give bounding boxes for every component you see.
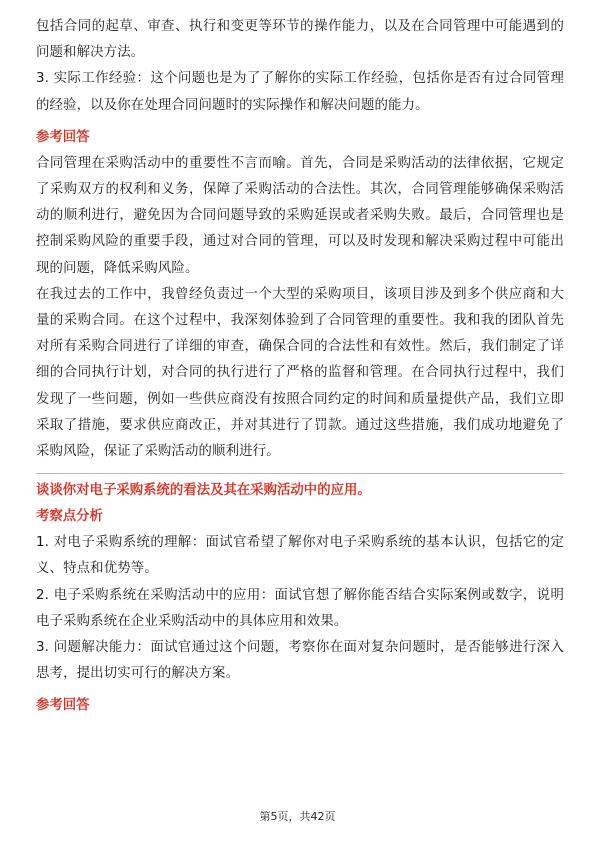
section-divider: [36, 473, 564, 474]
analysis-heading: 考察点分析: [36, 509, 103, 525]
page-number: 第5页，共42页: [259, 810, 336, 823]
question-heading: 谈谈你对电子采购系统的看法及其在采购活动中的应用。: [36, 483, 371, 499]
analysis-point-3b: 3. 问题解决能力：面试官通过这个问题，考察你在面对复杂问题时，是否能够进行深入思考，提出切实可行的解决方案。: [36, 640, 564, 682]
analysis-point-2: 2. 电子采购系统在采购活动中的应用：面试官想了解你能否结合实际案例或数字，说明电子采购系统在企业采购活动中的具体应用和效果。: [36, 587, 564, 629]
analysis-point-1: 1. 对电子采购系统的理解：面试官希望了解你对电子采购系统的基本认识，包括它的定义、特点和优势等。: [36, 535, 564, 577]
analysis-point-3: 3. 实际工作经验：这个问题也是为了了解你的实际工作经验，包括你是否有过合同管理的经验，以及你在处理合同问题时的实际操作和解决问题的能力。: [36, 71, 564, 113]
reference-answer-heading: 参考回答: [36, 129, 90, 145]
page-content: [36, 14, 564, 719]
answer-paragraph-2: 在我过去的工作中，我曾经负责过一个大型的采购项目，该项目涉及到多个供应商和大量的采购合同。在这个过程中，我深刻体验到了合同管理的重要性。我和我的团队首先对所有采购合同进行了详细的审查，确保合同的合法性和有效性。然后，我们制定了详细的合同执行计划，对合同的执行进行了严格的监督和管理。在合同执行过程中，我们发现了一些问题，例如一些供应商没有按照合同约定的时间和质量提供产品，我们立即采取了措施，要求供应商改正，并对其进行了罚款。通过这些措施，我们成功地避免了采购风险，保证了采购活动的顺利进行。: [36, 286, 564, 460]
reference-answer-heading-2: 参考回答: [36, 698, 90, 714]
answer-paragraph-1: 合同管理在采购活动中的重要性不言而喻。首先，合同是采购活动的法律依据，它规定了采购双方的权利和义务，保障了采购活动的合法性。其次，合同管理能够确保采购活动的顺利进行，避免因为合同问题导致的采购延误或者采购失败。最后，合同管理也是控制采购风险的重要手段，通过对合同的管理，可以及时发现和解决采购过程中可能出现的问题，降低采购风险。: [36, 155, 564, 276]
intro-continuation: 包括合同的起草、审查、执行和变更等环节的操作能力，以及在合同管理中可能遇到的问题和解决方法。: [36, 19, 564, 61]
